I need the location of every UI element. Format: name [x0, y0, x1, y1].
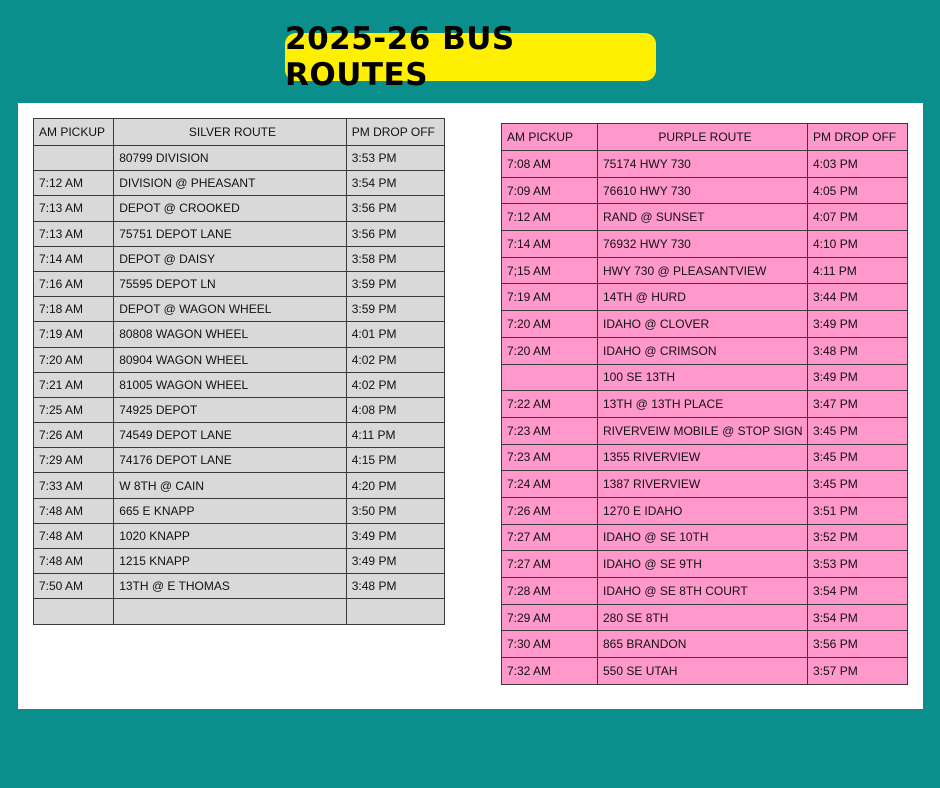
table-row [34, 196, 445, 221]
purple-route-table [501, 123, 908, 685]
table-row [502, 497, 908, 524]
pm-drop-off-cell: 3:54 PM [808, 578, 908, 605]
page-title: 2025-26 BUS ROUTES [285, 33, 656, 81]
stop-location-cell: IDAHO @ SE 9TH [598, 551, 808, 578]
table-row [34, 523, 445, 548]
stop-location-cell: RIVERVEIW MOBILE @ STOP SIGN [598, 417, 808, 444]
table-row [502, 631, 908, 658]
table-row [502, 177, 908, 204]
am-pickup-cell: 7:27 AM [502, 551, 598, 578]
pm-drop-off-cell: 3:54 PM [808, 604, 908, 631]
pm-drop-off-cell: 4:02 PM [346, 372, 444, 397]
am-pickup-cell: 7:23 AM [502, 417, 598, 444]
am-pickup-cell [502, 364, 598, 391]
pm-drop-off-cell: 4:01 PM [346, 322, 444, 347]
pm-drop-off-cell: 3:50 PM [346, 498, 444, 523]
am-pickup-cell: 7:19 AM [502, 284, 598, 311]
am-pickup-cell: 7:13 AM [34, 221, 114, 246]
table-row [34, 448, 445, 473]
pm-drop-off-cell: 3:48 PM [346, 574, 444, 599]
table-row [502, 578, 908, 605]
table-header-row [34, 119, 445, 146]
table-header-row [502, 124, 908, 151]
stop-location-cell: IDAHO @ CLOVER [598, 311, 808, 338]
pm-drop-off-cell: 4:07 PM [808, 204, 908, 231]
stop-location-cell: 76932 HWY 730 [598, 231, 808, 258]
pm-drop-off-cell: 3:52 PM [808, 524, 908, 551]
stop-location-cell: IDAHO @ CRIMSON [598, 337, 808, 364]
stop-location-cell: 100 SE 13TH [598, 364, 808, 391]
am-pickup-cell: 7:28 AM [502, 578, 598, 605]
stop-location-cell: 80808 WAGON WHEEL [114, 322, 347, 347]
table-row [34, 246, 445, 271]
stop-location-cell: 1387 RIVERVIEW [598, 471, 808, 498]
table-row [502, 391, 908, 418]
column-header: PM DROP OFF [808, 124, 908, 151]
pm-drop-off-cell: 3:45 PM [808, 444, 908, 471]
pm-drop-off-cell: 3:49 PM [346, 549, 444, 574]
table-row [502, 284, 908, 311]
am-pickup-cell: 7:24 AM [502, 471, 598, 498]
stop-location-cell: 81005 WAGON WHEEL [114, 372, 347, 397]
am-pickup-cell: 7:16 AM [34, 271, 114, 296]
am-pickup-cell: 7:20 AM [502, 337, 598, 364]
pm-drop-off-cell: 3:51 PM [808, 497, 908, 524]
am-pickup-cell: 7:19 AM [34, 322, 114, 347]
table-row [34, 372, 445, 397]
stop-location-cell: 75751 DEPOT LANE [114, 221, 347, 246]
stop-location-cell: RAND @ SUNSET [598, 204, 808, 231]
stop-location-cell: IDAHO @ SE 10TH [598, 524, 808, 551]
am-pickup-cell [34, 599, 114, 624]
am-pickup-cell: 7:32 AM [502, 658, 598, 685]
column-header: AM PICKUP [502, 124, 598, 151]
am-pickup-cell: 7:50 AM [34, 574, 114, 599]
column-header: PURPLE ROUTE [598, 124, 808, 151]
stop-location-cell: 13TH @ 13TH PLACE [598, 391, 808, 418]
pm-drop-off-cell: 3:49 PM [808, 311, 908, 338]
table-row [502, 524, 908, 551]
table-row [502, 337, 908, 364]
pm-drop-off-cell: 3:49 PM [808, 364, 908, 391]
pm-drop-off-cell: 3:56 PM [346, 221, 444, 246]
column-header: SILVER ROUTE [114, 119, 347, 146]
pm-drop-off-cell: 3:59 PM [346, 271, 444, 296]
stop-location-cell: 14TH @ HURD [598, 284, 808, 311]
pm-drop-off-cell: 3:53 PM [346, 146, 444, 171]
pm-drop-off-cell [346, 599, 444, 624]
stop-location-cell: 865 BRANDON [598, 631, 808, 658]
pm-drop-off-cell: 4:08 PM [346, 397, 444, 422]
am-pickup-cell: 7:21 AM [34, 372, 114, 397]
pm-drop-off-cell: 4:03 PM [808, 151, 908, 178]
am-pickup-cell: 7:29 AM [502, 604, 598, 631]
table-row [34, 473, 445, 498]
table-row [502, 364, 908, 391]
stop-location-cell: 80904 WAGON WHEEL [114, 347, 347, 372]
am-pickup-cell: 7:25 AM [34, 397, 114, 422]
pm-drop-off-cell: 3:54 PM [346, 171, 444, 196]
stop-location-cell: 1270 E IDAHO [598, 497, 808, 524]
am-pickup-cell: 7:14 AM [502, 231, 598, 258]
am-pickup-cell: 7:48 AM [34, 498, 114, 523]
stop-location-cell: 75595 DEPOT LN [114, 271, 347, 296]
am-pickup-cell: 7:27 AM [502, 524, 598, 551]
table-row [502, 604, 908, 631]
pm-drop-off-cell: 3:57 PM [808, 658, 908, 685]
table-row [34, 549, 445, 574]
table-row [502, 204, 908, 231]
table-row [502, 151, 908, 178]
stop-location-cell: W 8TH @ CAIN [114, 473, 347, 498]
table-row [502, 551, 908, 578]
am-pickup-cell: 7:20 AM [34, 347, 114, 372]
stop-location-cell: IDAHO @ SE 8TH COURT [598, 578, 808, 605]
table-row [34, 221, 445, 246]
stop-location-cell: 74549 DEPOT LANE [114, 423, 347, 448]
am-pickup-cell: 7:22 AM [502, 391, 598, 418]
stop-location-cell: DEPOT @ WAGON WHEEL [114, 297, 347, 322]
table-row [502, 471, 908, 498]
pm-drop-off-cell: 3:49 PM [346, 523, 444, 548]
pm-drop-off-cell: 4:02 PM [346, 347, 444, 372]
table-row [34, 171, 445, 196]
table-row [502, 417, 908, 444]
am-pickup-cell: 7:09 AM [502, 177, 598, 204]
pm-drop-off-cell: 4:11 PM [346, 423, 444, 448]
pm-drop-off-cell: 3:47 PM [808, 391, 908, 418]
am-pickup-cell: 7:33 AM [34, 473, 114, 498]
table-row [34, 146, 445, 171]
table-row [34, 498, 445, 523]
pm-drop-off-cell: 3:53 PM [808, 551, 908, 578]
pm-drop-off-cell: 3:45 PM [808, 471, 908, 498]
am-pickup-cell: 7:12 AM [502, 204, 598, 231]
pm-drop-off-cell: 3:56 PM [808, 631, 908, 658]
am-pickup-cell: 7:14 AM [34, 246, 114, 271]
stop-location-cell: 1020 KNAPP [114, 523, 347, 548]
table-row [502, 257, 908, 284]
stop-location-cell: DEPOT @ DAISY [114, 246, 347, 271]
stop-location-cell [114, 599, 347, 624]
stop-location-cell: 75174 HWY 730 [598, 151, 808, 178]
table-row [34, 297, 445, 322]
pm-drop-off-cell: 3:45 PM [808, 417, 908, 444]
stop-location-cell: HWY 730 @ PLEASANTVIEW [598, 257, 808, 284]
table-row [34, 322, 445, 347]
column-header: AM PICKUP [34, 119, 114, 146]
stop-location-cell: DIVISION @ PHEASANT [114, 171, 347, 196]
pm-drop-off-cell: 3:58 PM [346, 246, 444, 271]
pm-drop-off-cell: 3:48 PM [808, 337, 908, 364]
table-row [502, 231, 908, 258]
pm-drop-off-cell: 4:11 PM [808, 257, 908, 284]
table-row [502, 658, 908, 685]
table-row [34, 347, 445, 372]
table-row [34, 271, 445, 296]
stop-location-cell: 74925 DEPOT [114, 397, 347, 422]
am-pickup-cell: 7:08 AM [502, 151, 598, 178]
table-row [34, 423, 445, 448]
stop-location-cell: 80799 DIVISION [114, 146, 347, 171]
stop-location-cell: 1355 RIVERVIEW [598, 444, 808, 471]
pm-drop-off-cell: 4:20 PM [346, 473, 444, 498]
column-header: PM DROP OFF [346, 119, 444, 146]
stop-location-cell: 550 SE UTAH [598, 658, 808, 685]
table-row [34, 574, 445, 599]
pm-drop-off-cell: 4:15 PM [346, 448, 444, 473]
am-pickup-cell: 7:12 AM [34, 171, 114, 196]
pm-drop-off-cell: 3:56 PM [346, 196, 444, 221]
table-row [502, 444, 908, 471]
stop-location-cell: 74176 DEPOT LANE [114, 448, 347, 473]
am-pickup-cell: 7:20 AM [502, 311, 598, 338]
stop-location-cell: 1215 KNAPP [114, 549, 347, 574]
stop-location-cell: 665 E KNAPP [114, 498, 347, 523]
stop-location-cell: 13TH @ E THOMAS [114, 574, 347, 599]
am-pickup-cell [34, 146, 114, 171]
pm-drop-off-cell: 3:44 PM [808, 284, 908, 311]
stop-location-cell: 280 SE 8TH [598, 604, 808, 631]
am-pickup-cell: 7:48 AM [34, 523, 114, 548]
table-row [34, 397, 445, 422]
am-pickup-cell: 7:13 AM [34, 196, 114, 221]
am-pickup-cell: 7:26 AM [502, 497, 598, 524]
am-pickup-cell: 7:30 AM [502, 631, 598, 658]
am-pickup-cell: 7:23 AM [502, 444, 598, 471]
stop-location-cell: DEPOT @ CROOKED [114, 196, 347, 221]
pm-drop-off-cell: 3:59 PM [346, 297, 444, 322]
pm-drop-off-cell: 4:10 PM [808, 231, 908, 258]
am-pickup-cell: 7:29 AM [34, 448, 114, 473]
schedule-panel [18, 103, 923, 709]
stop-location-cell: 76610 HWY 730 [598, 177, 808, 204]
table-row [34, 599, 445, 624]
pm-drop-off-cell: 4:05 PM [808, 177, 908, 204]
am-pickup-cell: 7:26 AM [34, 423, 114, 448]
am-pickup-cell: 7:48 AM [34, 549, 114, 574]
am-pickup-cell: 7;15 AM [502, 257, 598, 284]
table-row [502, 311, 908, 338]
am-pickup-cell: 7:18 AM [34, 297, 114, 322]
silver-route-table [33, 118, 445, 625]
